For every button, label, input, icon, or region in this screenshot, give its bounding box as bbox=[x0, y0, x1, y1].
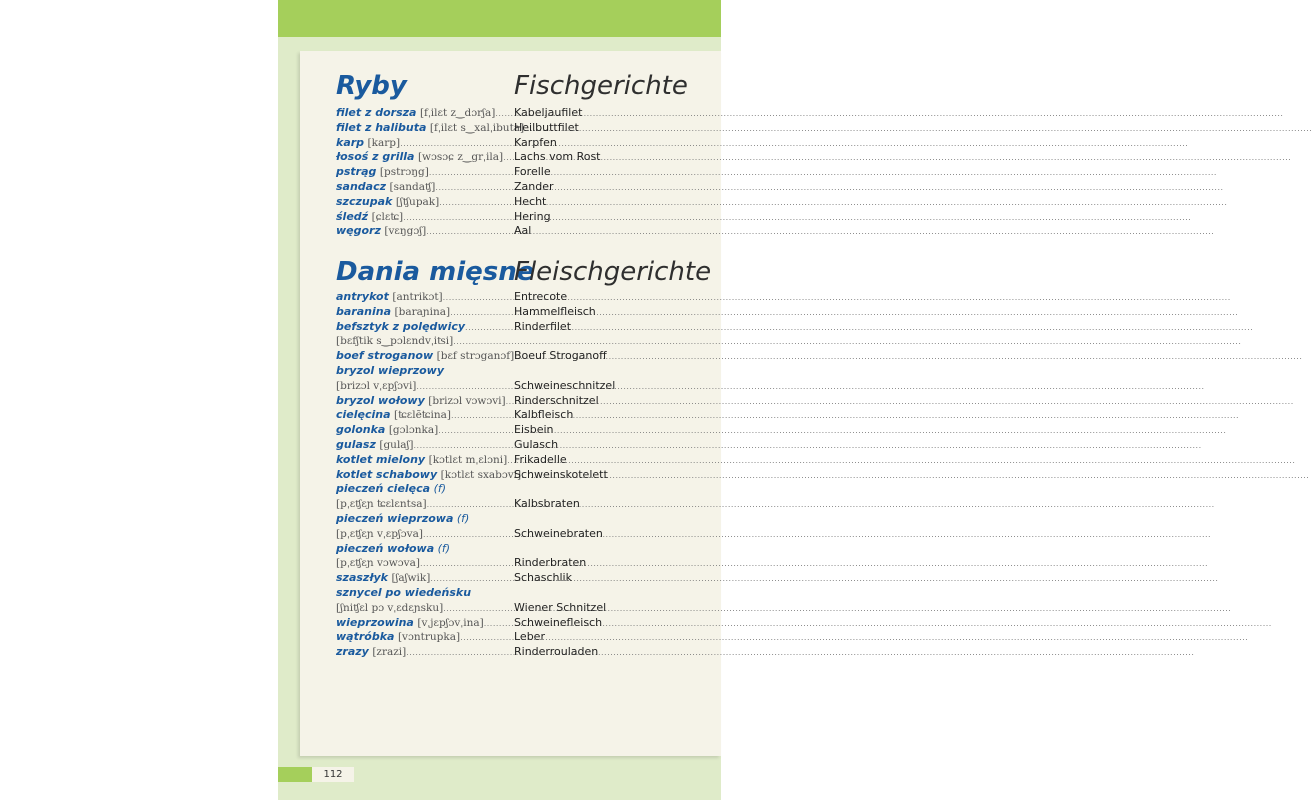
glossary-list-meat bbox=[336, 290, 716, 660]
phonetic-transcription: [fˌilɛt s‿xalˌibuta] bbox=[429, 121, 525, 134]
glossary-term-cell bbox=[336, 542, 508, 558]
glossary-row bbox=[336, 512, 716, 527]
phonetic-transcription: [ʃniʧɛl pɔ vˌɛdɛɲsku] bbox=[336, 601, 444, 614]
page-number: 112 bbox=[312, 767, 354, 782]
section-title-german: Fischgerichte bbox=[514, 71, 688, 101]
glossary-term-cell bbox=[336, 195, 508, 211]
glossary-term-cell bbox=[336, 408, 508, 424]
german-translation: Hammelfleisch bbox=[514, 304, 596, 318]
glossary-row bbox=[336, 423, 716, 438]
glossary-row bbox=[336, 290, 716, 305]
glossary-term-cell bbox=[336, 601, 508, 617]
phonetic-transcription: [vɛŋgɔʃ] bbox=[384, 225, 427, 238]
polish-term: sandacz bbox=[336, 179, 387, 193]
german-translation: Forelle bbox=[514, 165, 551, 179]
phonetic-transcription: [brizɔl vˌɛpʃɔvi] bbox=[336, 379, 417, 392]
glossary-row bbox=[336, 320, 716, 335]
glossary-row bbox=[336, 542, 716, 557]
phonetic-transcription: [antrikɔt] bbox=[392, 291, 443, 303]
german-translation: Heilbuttfilet bbox=[514, 120, 579, 134]
polish-term: baranina bbox=[336, 304, 391, 318]
german-translation: Rinderbraten bbox=[514, 556, 587, 570]
german-translation: Frikadelle bbox=[514, 452, 567, 466]
german-translation: Wiener Schnitzel bbox=[514, 600, 607, 614]
polish-term: szczupak bbox=[336, 194, 393, 208]
polish-term: pieczeń wołowa bbox=[336, 541, 435, 555]
glossary-row bbox=[336, 497, 716, 512]
german-translation: Schaschlik bbox=[514, 571, 572, 585]
glossary-row bbox=[336, 394, 716, 409]
glossary-term-cell bbox=[336, 305, 508, 321]
polish-term: sznycel po wiedeńsku bbox=[336, 585, 472, 599]
glossary-term-cell bbox=[336, 512, 508, 528]
section-title-polish: Dania mięsne bbox=[336, 257, 535, 287]
glossary-term-cell bbox=[336, 364, 508, 380]
german-translation: Karpfen bbox=[514, 135, 557, 149]
polish-term: cielęcina bbox=[336, 408, 391, 422]
polish-term: łosoś z grilla bbox=[336, 150, 415, 164]
glossary-term-cell bbox=[336, 320, 508, 336]
glossary-term-cell bbox=[336, 150, 508, 166]
glossary-term-cell bbox=[336, 586, 508, 602]
phonetic-transcription: [pstrɔŋg] bbox=[379, 166, 429, 179]
glossary-term-cell bbox=[336, 180, 508, 196]
polish-term: kotlet mielony bbox=[336, 452, 426, 466]
polish-term: filet z dorsza bbox=[336, 106, 417, 119]
german-translation: Schweinebraten bbox=[514, 526, 603, 540]
glossary-row bbox=[336, 645, 716, 660]
glossary-row bbox=[336, 224, 716, 239]
glossary-term-cell bbox=[336, 379, 508, 395]
glossary-term-cell bbox=[336, 334, 508, 350]
german-translation: Kabeljaufilet bbox=[514, 106, 583, 119]
german-translation: Zander bbox=[514, 179, 554, 193]
glossary-term-cell bbox=[336, 120, 525, 137]
german-translation: Rinderfilet bbox=[514, 319, 572, 333]
glossary-row bbox=[336, 556, 716, 571]
glossary-row bbox=[336, 334, 716, 349]
german-translation: Schweinskotelett bbox=[514, 467, 608, 481]
polish-term: wątróbka bbox=[336, 630, 395, 644]
section-title-polish: Ryby bbox=[336, 71, 407, 101]
polish-term: węgorz bbox=[336, 224, 381, 238]
german-translation: Kalbsbraten bbox=[514, 497, 580, 511]
german-translation: Gulasch bbox=[514, 437, 559, 451]
polish-term: karp bbox=[336, 135, 365, 149]
phonetic-transcription: [ɕlɛʨ] bbox=[371, 210, 404, 223]
german-translation: Leber bbox=[514, 630, 545, 644]
polish-term: kotlet schabowy bbox=[336, 467, 438, 481]
glossary-row bbox=[336, 165, 716, 180]
book-page bbox=[278, 0, 721, 800]
polish-term: antrykot bbox=[336, 290, 389, 303]
phonetic-transcription: [bɛf strɔganɔf] bbox=[436, 350, 515, 363]
german-translation: Aal bbox=[514, 224, 532, 238]
german-translation: Rinderrouladen bbox=[514, 645, 599, 659]
german-translation: Hecht bbox=[514, 194, 547, 208]
glossary-list-fish bbox=[336, 106, 716, 239]
section-title-german: Fleischgerichte bbox=[514, 257, 712, 287]
phonetic-transcription: [wɔsɔɕ z‿grˌila] bbox=[417, 151, 504, 164]
glossary-row bbox=[336, 630, 716, 645]
polish-term: wieprzowina bbox=[336, 615, 414, 629]
glossary-row bbox=[336, 349, 716, 364]
glossary-term-cell bbox=[336, 482, 508, 498]
glossary-row bbox=[336, 121, 716, 136]
glossary-row bbox=[336, 106, 716, 121]
polish-term: pieczeń cielęca bbox=[336, 482, 431, 496]
glossary-term-cell bbox=[336, 423, 508, 439]
glossary-row bbox=[336, 601, 716, 616]
phonetic-transcription: [pˌɛʧɛɲ vˌɛpʃɔva] bbox=[336, 527, 423, 540]
glossary-term-cell bbox=[336, 394, 508, 410]
phonetic-transcription: [pˌɛʧɛɲ vɔwɔva] bbox=[336, 557, 420, 570]
german-translation: Boeuf Stroganoff bbox=[514, 349, 607, 363]
phonetic-transcription: [gulaʃ] bbox=[379, 438, 414, 451]
phonetic-transcription: [pˌɛʧɛɲ ʨɛlɛntsa] bbox=[336, 498, 427, 511]
glossary-row bbox=[336, 379, 716, 394]
phonetic-transcription: [karp] bbox=[367, 136, 401, 149]
phonetic-transcription: [vˌjɛpʃɔvˌina] bbox=[417, 616, 484, 629]
phonetic-transcription: [fˌilɛt z‿dɔrʃa] bbox=[419, 107, 496, 119]
phonetic-transcription: [brizɔl vɔwɔvi] bbox=[428, 394, 506, 407]
phonetic-transcription: [ʃʧupak] bbox=[395, 195, 440, 208]
german-translation: Entrecote bbox=[514, 290, 568, 303]
polish-term: pstrąg bbox=[336, 165, 377, 179]
glossary-row bbox=[336, 527, 716, 542]
german-translation: Lachs vom Rost bbox=[514, 150, 601, 164]
german-translation: Schweinefleisch bbox=[514, 615, 603, 629]
german-translation: Kalbfleisch bbox=[514, 408, 574, 422]
german-translation: Eisbein bbox=[514, 423, 554, 437]
footer-color-tab bbox=[278, 767, 312, 782]
phonetic-transcription: [ʃaʃwik] bbox=[391, 572, 431, 585]
polish-term: befsztyk z polędwicy bbox=[336, 319, 466, 333]
glossary-term-cell bbox=[336, 136, 508, 152]
glossary-row bbox=[336, 210, 716, 225]
glossary-term-cell bbox=[336, 165, 508, 181]
phonetic-transcription: [bɛfʃtik s‿pɔlɛndvˌiʦi] bbox=[336, 335, 454, 348]
polish-term: pieczeń wieprzowa bbox=[336, 511, 454, 525]
glossary-row bbox=[336, 305, 716, 320]
glossary-row bbox=[336, 150, 716, 165]
phonetic-transcription: [ʨɛlẽʨina] bbox=[394, 409, 451, 422]
glossary-term-cell bbox=[336, 106, 508, 122]
phonetic-transcription: [baraɲina] bbox=[394, 305, 451, 318]
glossary-term-cell bbox=[336, 290, 508, 306]
glossary-term-cell bbox=[336, 645, 508, 661]
glossary-term-cell bbox=[336, 571, 508, 587]
glossary-term-cell bbox=[336, 224, 508, 240]
glossary-term-cell bbox=[336, 438, 508, 454]
phonetic-transcription: [vɔntrupka] bbox=[397, 631, 461, 644]
content-panel bbox=[300, 51, 721, 756]
glossary-row bbox=[336, 180, 716, 195]
glossary-term-cell bbox=[336, 349, 515, 365]
glossary-row bbox=[336, 468, 716, 483]
polish-term: gulasz bbox=[336, 437, 376, 451]
glossary-row bbox=[336, 482, 716, 497]
german-translation: Hering bbox=[514, 209, 551, 223]
glossary-row bbox=[336, 408, 716, 423]
top-color-bar bbox=[278, 0, 721, 37]
glossary-row bbox=[336, 571, 716, 586]
glossary-term-cell bbox=[336, 616, 508, 632]
gender-marker: (f) bbox=[433, 482, 447, 496]
polish-term: golonka bbox=[336, 423, 386, 437]
glossary-term-cell bbox=[336, 210, 508, 226]
polish-term: filet z halibuta bbox=[336, 120, 427, 134]
german-translation: Rinderschnitzel bbox=[514, 393, 599, 407]
glossary-term-cell bbox=[336, 467, 522, 484]
phonetic-transcription: [zrazi] bbox=[372, 646, 407, 659]
glossary-term-cell bbox=[336, 453, 508, 469]
gender-marker: (f) bbox=[437, 541, 451, 555]
glossary-row bbox=[336, 438, 716, 453]
glossary-row bbox=[336, 586, 716, 601]
glossary-term-cell bbox=[336, 527, 508, 543]
glossary-row bbox=[336, 453, 716, 468]
polish-term: bryzol wieprzowy bbox=[336, 363, 445, 377]
phonetic-transcription: [kɔtlɛt mˌɛlɔni] bbox=[428, 453, 508, 466]
polish-term: szaszłyk bbox=[336, 571, 388, 585]
polish-term: śledź bbox=[336, 209, 369, 223]
polish-term: bryzol wołowy bbox=[336, 393, 425, 407]
phonetic-transcription: [sandaʧ] bbox=[389, 180, 436, 193]
phonetic-transcription: [kɔtlɛt sxabɔvi] bbox=[440, 468, 522, 481]
glossary-term-cell bbox=[336, 630, 508, 646]
gender-marker: (f) bbox=[456, 511, 470, 525]
glossary-row bbox=[336, 136, 716, 151]
polish-term: zrazy bbox=[336, 645, 369, 659]
glossary-term-cell bbox=[336, 497, 508, 513]
glossary-row bbox=[336, 364, 716, 379]
glossary-term-cell bbox=[336, 556, 508, 572]
glossary-row bbox=[336, 195, 716, 210]
german-translation: Schweineschnitzel bbox=[514, 378, 616, 392]
phonetic-transcription: [gɔlɔnka] bbox=[388, 424, 439, 437]
polish-term: boef stroganow bbox=[336, 349, 434, 363]
glossary-row bbox=[336, 616, 716, 631]
